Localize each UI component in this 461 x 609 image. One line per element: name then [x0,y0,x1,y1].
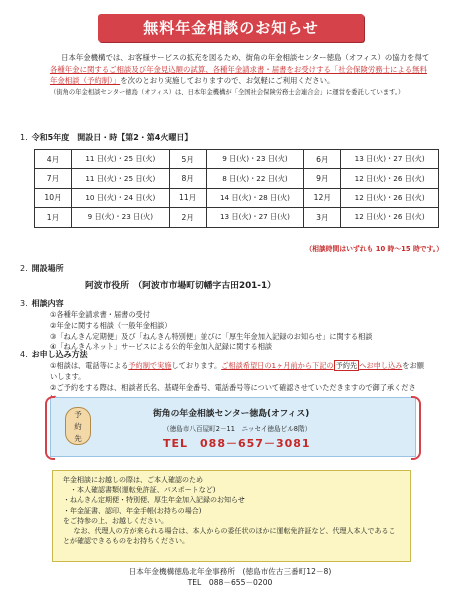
schedule-month: 3月 [304,208,341,227]
schedule-month: 7月 [35,169,72,188]
intro-p1-end: を次のとおり実施しておりますので、お気軽にご利用ください。 [120,76,335,85]
schedule-month: 4月 [35,150,72,169]
schedule-month: 12月 [304,188,341,207]
schedule-month: 2月 [169,208,206,227]
schedule-table [34,149,439,228]
visit-line: 年金相談にお越しの際は、ご本人確認のため [63,476,203,484]
schedule-month: 1月 [35,208,72,227]
apply-text: ①相談は、電話等による予約制で実施しております。ご相談希望日の1ヶ月前から下記の 予約先 へお申し込みをお願いします。 ②ご予約をする際は、相談者氏名、基礎年金番号、電話番号等について確認させていただきますので御了承くださ [50,361,430,404]
visit-line: ・本人確認書類(運転免許証、パスポートなど) [70,486,216,495]
page-title: 無料年金相談のお知らせ [98,14,364,42]
table-row [35,208,439,227]
list-item: ④「ねんきんネット」サービスによる公的年金加入記録に関する相談 [50,342,273,352]
intro-text [50,52,430,98]
intro-highlight: 各種年金に関するご相談及び年金見込額の試算、各種年金請求書・届書をお受けする「社会保険労務士による無料年金相談（予約制）」 [50,64,427,85]
schedule-hours-note: （相談時間はいずれも 10 時～15 時です。） [305,245,443,253]
schedule-month: 9月 [304,169,341,188]
venue-address: 阿波市役所 （阿波市市場町切幡字古田201-1） [85,281,276,291]
schedule-month: 11月 [169,188,206,207]
office-name: 街角の年金相談センター徳島(オフィス) [153,409,310,419]
schedule-dates: 9 日(火)・23 日(火) [206,150,304,169]
left-bracket [45,396,55,460]
schedule-month: 8月 [169,169,206,188]
table-row [35,169,439,188]
footer-address: 日本年金機構徳島北年金事務所 (徳島市佐古三番町12－8) [128,567,332,576]
footer-office [100,566,360,588]
intro-p1: 日本年金機構では、お客様サービスの拡充を図るため、街角の年金相談センター徳島（オフィス）の協力を得て [61,53,430,62]
schedule-month: 6月 [304,150,341,169]
table-row [35,150,439,169]
footer-phone[interactable]: TEL 088－655－0200 [187,578,273,587]
schedule-month: 5月 [169,150,206,169]
intro-note: （街角の年金相談センター徳島（オフィス）は、日本年金機構が「全国社会保険労務士会連合会」に運営を委託しています。） [50,88,405,96]
reservation-box-label: 予約先 [335,361,358,370]
reservation-office-box [50,397,416,457]
schedule-dates: 11 日(火)・25 日(火) [72,169,170,188]
list-item: ②年金に関する相談（一般年金相談） [50,320,172,330]
schedule-dates: 12 日(火)・26 日(火) [341,169,439,188]
table-row [35,188,439,207]
visit-line: なお、代理人の方が来られる場合は、本人からの委任状のほかに運転免許証など、代理人本人であることが確認できるものをお持ちください。 [63,527,396,546]
schedule-dates: 10 日(火)・24 日(火) [72,188,170,207]
office-address: （徳島市八百屋町2－11 ニッセイ徳島ビル8階） [163,425,312,433]
schedule-dates: 13 日(火)・27 日(火) [341,150,439,169]
contents-list [50,310,372,353]
schedule-dates: 8 日(火)・22 日(火) [206,169,304,188]
visit-line: をご持参の上、お越しください。 [63,516,168,525]
office-phone[interactable]: TEL 088－657－3081 [163,437,311,450]
apply-note: ②ご予約をする際は、相談者氏名、基礎年金番号、電話番号等について確認させていただきますので御了承くださ [50,382,416,392]
schedule-dates: 12 日(火)・26 日(火) [341,208,439,227]
schedule-dates: 11 日(火)・25 日(火) [72,150,170,169]
schedule-dates: 12 日(火)・26 日(火) [341,188,439,207]
section-schedule-heading: 1. 令和5年度 開設日・時【第2・第4火曜日】 [20,133,193,142]
section-apply-heading: 4. お申し込み方法 [20,350,88,359]
reservation-badge: 予 約 先 [65,407,91,445]
schedule-dates: 13 日(火)・27 日(火) [206,208,304,227]
visit-notice-box [52,470,411,562]
visit-line: ・年金証書、認印、年金手帳(お持ちの場合) [63,506,202,515]
section-contents-heading: 3. 相談内容 [20,299,64,308]
list-item: ③「ねんきん定期便」及び「ねんきん特別便」並びに「厚生年金加入記録のお知らせ」に関する相談 [50,331,373,341]
right-bracket [411,396,421,460]
list-item: ①各種年金請求書・届書の受付 [50,310,150,319]
schedule-dates: 14 日(火)・28 日(火) [206,188,304,207]
schedule-month: 10月 [35,188,72,207]
section-venue-heading: 2. 開設場所 [20,264,64,273]
schedule-dates: 9 日(火)・23 日(火) [72,208,170,227]
visit-line: ・ねんきん定期便・特別便、厚生年金加入記録のお知らせ [63,496,245,505]
